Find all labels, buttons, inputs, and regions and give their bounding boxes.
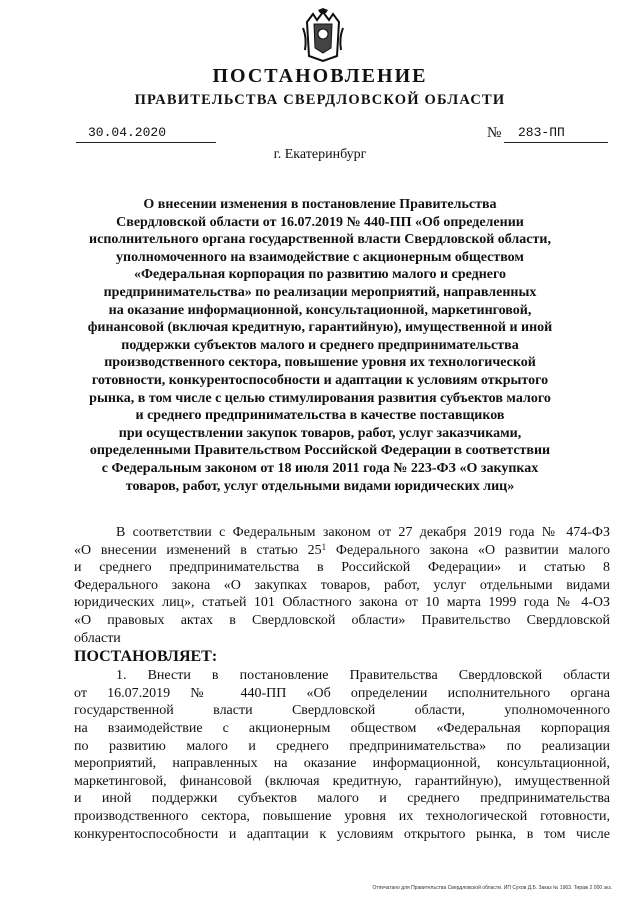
heading-line: уполномоченного на взаимодействие с акционерным обществом [116,249,524,265]
document-title: ПОСТАНОВЛЕНИЕ [212,65,428,87]
heading-line: на оказание информационной, консультационной, маркетинговой, [108,302,532,318]
item1-line: на взаимодействие с акционерным обществом «Федеральная корпорация [74,720,610,736]
document-number: 283-ПП [504,124,608,143]
heading-line: товаров, работ, услуг отдельными видами юридических лиц» [125,478,515,494]
heading-line: определенными Правительством Российской Федерации в соответствии [89,443,551,459]
heading-line: производственного сектора, повышение уровня их технологической [104,355,536,371]
heading-line: и среднего предпринимательства в качестве поставщиков [135,408,505,424]
heading-line: рынка, в том числе с целью стимулирования развития субъектов малого [89,390,551,406]
preamble-line: юридических лиц», статьей 101 Областного закона от 10 марта 1999 года № 4-ОЗ [74,595,610,611]
heading-line: с Федеральным законом от 18 июля 2011 года № 223-ФЗ «О закупках [101,460,539,476]
document-subtitle: ПРАВИТЕЛЬСТВА СВЕРДЛОВСКОЙ ОБЛАСТИ [134,92,506,108]
preamble-line: области [74,630,121,646]
heading-line: «Федеральная корпорация по развитию малого и среднего [133,267,507,283]
document-date: 30.04.2020 [76,124,216,143]
preamble-line: В соответствии с Федеральным законом от 27 декабря 2019 года № 474-ФЗ [116,525,610,540]
preamble-text: Федерального закона «О развитии малого [326,542,610,558]
preamble-line: «О правовых актах в Свердловской области» Правительство Свердловской [74,612,610,628]
heading-line: О внесении изменения в постановление Правительства [143,197,497,212]
item1-line: маркетинговой, финансовой (включая кредитную, гарантийную), имущественной [74,773,610,789]
item1-line: мероприятий, направленных на оказание информационной, консультационной, [74,756,610,772]
heading-line: поддержки субъектов малого и среднего предпринимательства [121,337,519,353]
item1-line: 1. Внести в постановление Правительства Свердловской области [116,668,610,684]
heading-line: Свердловской области от 16.07.2019 № 440-ПП «Об определении [116,214,524,230]
item1-line: и иной поддержки субъектов малого и среднего предпринимательства [74,791,610,807]
document-body [74,524,610,843]
item1-line: производственного сектора, повышение уровня их технологической готовности, [74,808,610,824]
item1-line: конкурентоспособности и адаптации к условиям открытого рынка, в том числе [74,826,610,842]
preamble-text: «О внесении изменений в статью 25 [74,542,322,558]
coat-of-arms-emblem [301,8,345,62]
heading-line: исполнительного органа государственной власти Свердловской области, [89,232,551,248]
superscript: 1 [321,541,327,552]
item1-line: от 16.07.2019 № 440-ПП «Об определении исполнительного органа [74,685,610,701]
print-footer: Отпечатано для Правительства Свердловской области. ИП Сухов Д.Б. Заказ № 1963. Тираж 2 000 экз. [372,885,612,891]
heading-line: готовности, конкурентоспособности и адаптации к условиям открытого [91,372,549,388]
preamble-line [74,542,610,560]
heading-line: при осуществлении закупок товаров, работ, услуг заказчиками, [118,425,522,441]
heading-line: финансовой (включая кредитную, гарантийную), имущественной и иной [87,320,553,336]
city: г. Екатеринбург [273,147,367,162]
number-label: № [487,125,502,141]
heading-line: предпринимательства» по реализации мероприятий, направленных [103,284,537,300]
preamble-line: и среднего предпринимательства в Российской Федерации» и статью 8 [74,560,610,576]
preamble-line: Федерального закона «О закупках товаров, работ, услуг отдельными видами [74,577,610,593]
item1-line: по развитию малого и среднего предпринимательства» по реализации [74,738,610,754]
resolution-heading [80,196,560,495]
item1-line: государственной власти Свердловской области, уполномоченного [74,703,610,719]
resolves-heading: ПОСТАНОВЛЯЕТ: [74,648,218,666]
